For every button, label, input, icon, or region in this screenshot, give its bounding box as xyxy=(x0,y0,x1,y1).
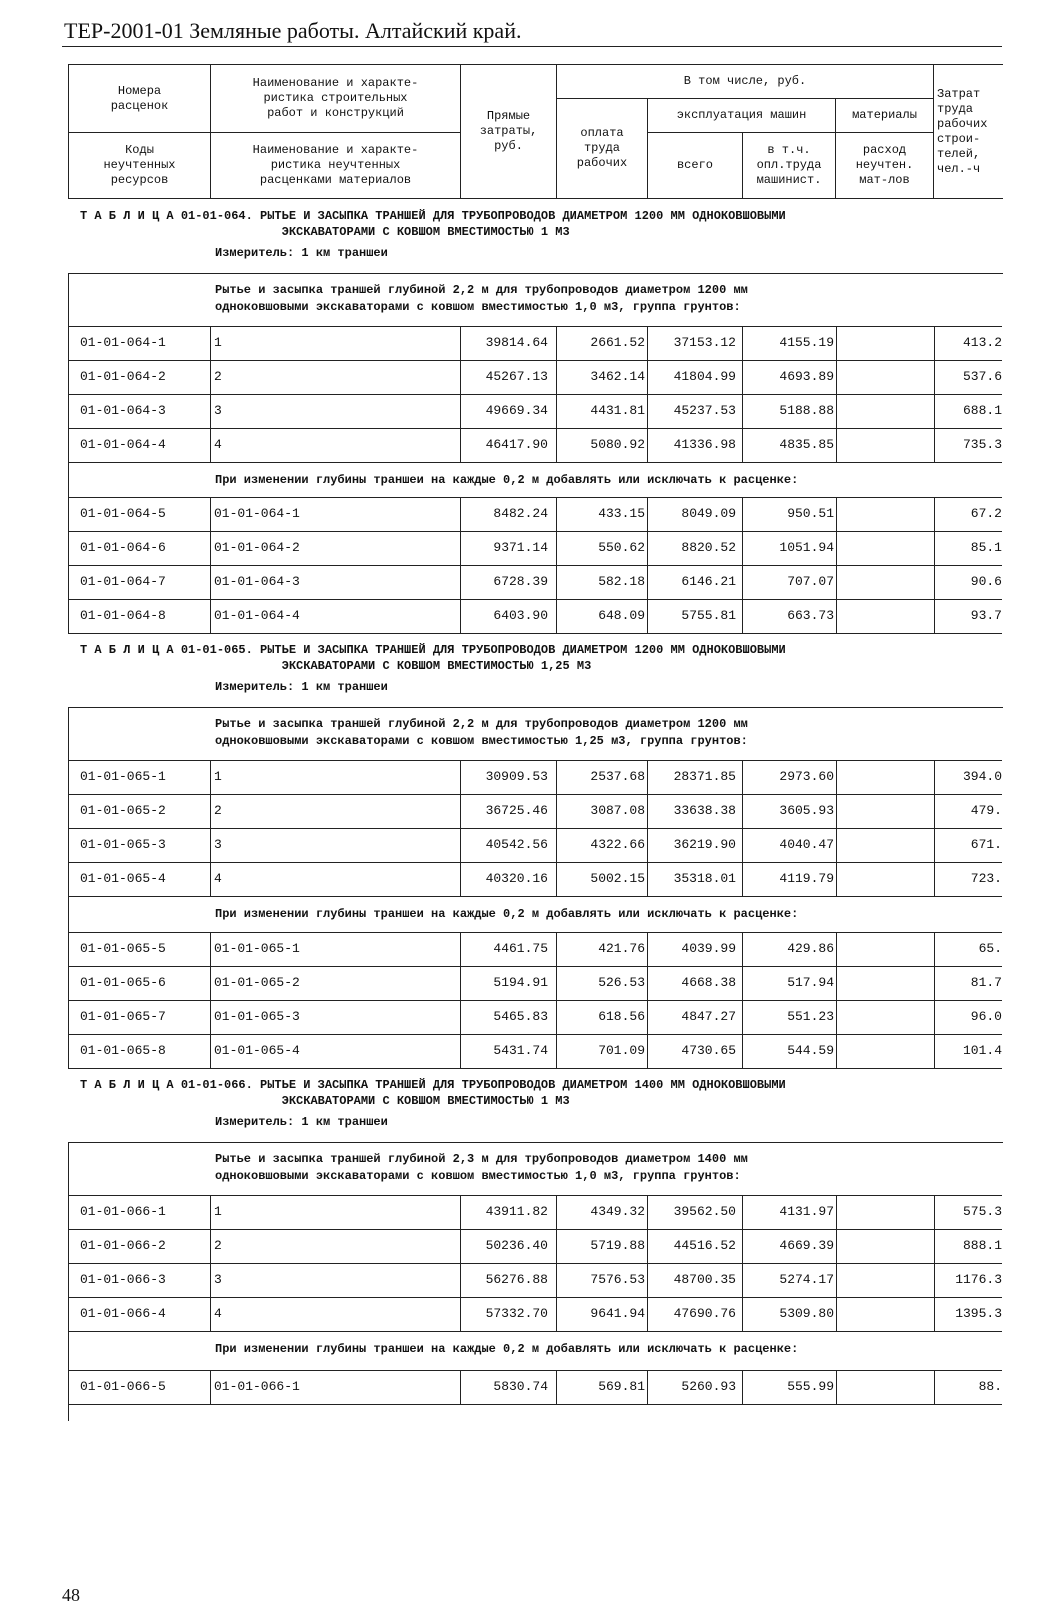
cell-labor-cost: 394.0 xyxy=(962,769,1002,784)
row-rule xyxy=(68,896,1002,897)
cell-divider xyxy=(934,1000,935,1034)
col-labor-costs: Затрат труда рабочих строи- телей, чел.-ч xyxy=(934,65,1003,199)
depth-change-note: При изменении глубины траншеи на каждые 0,2 м добавлять или исключать к расценке: xyxy=(215,473,799,487)
cell-mach-labor: 707.07 xyxy=(787,574,834,589)
cell-divider xyxy=(210,1034,211,1068)
cell-name: 2 xyxy=(214,369,222,384)
cell-code: 01-01-065-3 xyxy=(80,837,166,852)
cell-labor: 526.53 xyxy=(598,975,645,990)
cell-mach: 35318.01 xyxy=(673,871,736,886)
cell-code: 01-01-064-7 xyxy=(80,574,166,589)
cell-name: 1 xyxy=(214,1204,222,1219)
cell-direct: 5431.74 xyxy=(493,1043,548,1058)
cell-labor: 433.15 xyxy=(598,506,645,521)
table-row xyxy=(68,497,1002,531)
cell-divider xyxy=(934,565,935,599)
cell-divider xyxy=(934,1370,935,1404)
cell-divider xyxy=(556,966,557,1000)
cell-direct: 30909.53 xyxy=(485,769,548,784)
cell-direct: 5830.74 xyxy=(493,1379,548,1394)
cell-divider xyxy=(210,966,211,1000)
table-row xyxy=(68,599,1002,633)
cell-divider xyxy=(210,428,211,462)
table-row xyxy=(68,1370,1002,1404)
cell-labor: 569.81 xyxy=(598,1379,645,1394)
cell-divider xyxy=(836,360,837,394)
table-row xyxy=(68,760,1002,794)
col-labor-pay: оплата труда рабочих xyxy=(557,99,648,199)
cell-divider xyxy=(836,1297,837,1331)
cell-labor-cost: 96.0 xyxy=(970,1009,1002,1024)
cell-code: 01-01-066-2 xyxy=(80,1238,166,1253)
cell-name: 01-01-066-1 xyxy=(214,1379,300,1394)
cell-divider xyxy=(210,932,211,966)
cell-divider xyxy=(934,760,935,794)
table-row xyxy=(68,828,1002,862)
table-row xyxy=(68,1263,1002,1297)
cell-direct: 45267.13 xyxy=(485,369,548,384)
cell-name: 3 xyxy=(214,403,222,418)
cell-labor: 4431.81 xyxy=(590,403,645,418)
cell-divider xyxy=(210,862,211,896)
cell-divider xyxy=(836,828,837,862)
cell-divider xyxy=(934,932,935,966)
cell-labor: 421.76 xyxy=(598,941,645,956)
cell-labor-cost: 413.2 xyxy=(962,335,1002,350)
cell-divider xyxy=(556,565,557,599)
cell-divider xyxy=(210,1370,211,1404)
cell-divider xyxy=(836,1370,837,1404)
cell-divider xyxy=(210,326,211,360)
cell-mach: 45237.53 xyxy=(673,403,736,418)
cell-direct: 4461.75 xyxy=(493,941,548,956)
cell-labor-cost: 888.1 xyxy=(962,1238,1002,1253)
column-header-table xyxy=(68,64,1003,199)
row-rule xyxy=(68,1068,1002,1069)
cell-divider xyxy=(934,1195,935,1229)
cell-code: 01-01-065-5 xyxy=(80,941,166,956)
cell-mach-labor: 5274.17 xyxy=(779,1272,834,1287)
cell-code: 01-01-064-6 xyxy=(80,540,166,555)
cell-mach: 5260.93 xyxy=(681,1379,736,1394)
cell-mach: 41804.99 xyxy=(673,369,736,384)
cell-name: 1 xyxy=(214,335,222,350)
cell-direct: 5465.83 xyxy=(493,1009,548,1024)
cell-code: 01-01-065-2 xyxy=(80,803,166,818)
header-rule xyxy=(62,46,1002,47)
cell-divider xyxy=(210,565,211,599)
cell-labor: 618.56 xyxy=(598,1009,645,1024)
cell-direct: 56276.88 xyxy=(485,1272,548,1287)
col-machinist-pay: в т.ч. опл.труда машинист. xyxy=(743,133,836,199)
cell-labor: 4349.32 xyxy=(590,1204,645,1219)
cell-divider xyxy=(210,1195,211,1229)
table-row xyxy=(68,326,1002,360)
cell-mach: 4730.65 xyxy=(681,1043,736,1058)
cell-mach: 6146.21 xyxy=(681,574,736,589)
cell-divider xyxy=(934,497,935,531)
cell-divider xyxy=(556,428,557,462)
cell-divider xyxy=(556,1297,557,1331)
cell-code: 01-01-065-4 xyxy=(80,871,166,886)
cell-divider xyxy=(556,828,557,862)
cell-mach-labor: 663.73 xyxy=(787,608,834,623)
cell-mach-labor: 1051.94 xyxy=(779,540,834,555)
cell-divider xyxy=(934,966,935,1000)
cell-divider xyxy=(836,966,837,1000)
cell-divider xyxy=(556,1370,557,1404)
cell-direct: 46417.90 xyxy=(485,437,548,452)
cell-mach: 5755.81 xyxy=(681,608,736,623)
cell-divider xyxy=(556,862,557,896)
cell-divider xyxy=(836,497,837,531)
cell-divider xyxy=(934,326,935,360)
cell-divider xyxy=(836,599,837,633)
table-caption: Т А Б Л И Ц А 01-01-064. РЫТЬЕ И ЗАСЫПКА ТРАНШЕЙ ДЛЯ ТРУБОПРОВОДОВ ДИАМЕТРОМ 1200 ММ ОДНОКОВШОВЫМИ ЭКСКАВАТОРАМИ С КОВШОМ ВМЕСТИМОСТЬЮ 1 М3 xyxy=(80,209,786,239)
cell-divider xyxy=(836,862,837,896)
cell-labor-cost: 85.1 xyxy=(970,540,1002,555)
table-row xyxy=(68,1000,1002,1034)
cell-name: 01-01-065-4 xyxy=(214,1043,300,1058)
cell-code: 01-01-066-3 xyxy=(80,1272,166,1287)
cell-mach: 44516.52 xyxy=(673,1238,736,1253)
row-rule xyxy=(68,633,1002,634)
cell-name: 01-01-064-2 xyxy=(214,540,300,555)
cell-mach: 39562.50 xyxy=(673,1204,736,1219)
table-row xyxy=(68,394,1002,428)
cell-labor-cost: 537.6 xyxy=(962,369,1002,384)
cell-mach: 8049.09 xyxy=(681,506,736,521)
cell-direct: 50236.40 xyxy=(485,1238,548,1253)
cell-divider xyxy=(934,531,935,565)
cell-divider xyxy=(210,828,211,862)
cell-divider xyxy=(836,531,837,565)
cell-divider xyxy=(210,360,211,394)
cell-name: 01-01-065-1 xyxy=(214,941,300,956)
cell-labor: 648.09 xyxy=(598,608,645,623)
col-rate-numbers: Номера расценок xyxy=(69,65,211,133)
cell-mach-labor: 2973.60 xyxy=(779,769,834,784)
cell-labor: 3462.14 xyxy=(590,369,645,384)
cell-mach: 8820.52 xyxy=(681,540,736,555)
cell-mach-labor: 4693.89 xyxy=(779,369,834,384)
cell-mach-labor: 3605.93 xyxy=(779,803,834,818)
table-row xyxy=(68,1229,1002,1263)
cell-mach: 36219.90 xyxy=(673,837,736,852)
cell-divider xyxy=(934,828,935,862)
cell-code: 01-01-066-1 xyxy=(80,1204,166,1219)
cell-divider xyxy=(556,360,557,394)
cell-divider xyxy=(836,1034,837,1068)
table-row xyxy=(68,966,1002,1000)
cell-name: 1 xyxy=(214,769,222,784)
cell-mach: 28371.85 xyxy=(673,769,736,784)
cell-name: 4 xyxy=(214,871,222,886)
cell-name: 01-01-064-1 xyxy=(214,506,300,521)
cell-divider xyxy=(934,428,935,462)
cell-divider xyxy=(836,794,837,828)
table-row xyxy=(68,360,1002,394)
cell-mach-labor: 950.51 xyxy=(787,506,834,521)
cell-mach: 37153.12 xyxy=(673,335,736,350)
table-row xyxy=(68,794,1002,828)
cell-mach: 4847.27 xyxy=(681,1009,736,1024)
cell-divider xyxy=(556,497,557,531)
cell-divider xyxy=(836,932,837,966)
cell-mach: 4668.38 xyxy=(681,975,736,990)
row-rule xyxy=(68,1404,1002,1405)
row-rule xyxy=(68,462,1002,463)
cell-labor: 5080.92 xyxy=(590,437,645,452)
cell-name: 01-01-065-2 xyxy=(214,975,300,990)
cell-divider xyxy=(556,932,557,966)
table-row xyxy=(68,565,1002,599)
cell-divider xyxy=(556,1229,557,1263)
cell-mach-labor: 4040.47 xyxy=(779,837,834,852)
cell-divider xyxy=(934,1297,935,1331)
cell-mach-labor: 4131.97 xyxy=(779,1204,834,1219)
cell-divider xyxy=(556,1263,557,1297)
cell-mach: 48700.35 xyxy=(673,1272,736,1287)
page-number: 48 xyxy=(62,1585,80,1605)
col-work-name: Наименование и характе- ристика строительных работ и конструкций xyxy=(211,65,461,133)
cell-divider xyxy=(934,794,935,828)
cell-direct: 57332.70 xyxy=(485,1306,548,1321)
cell-labor-cost: 723. xyxy=(970,871,1002,886)
cell-labor: 9641.94 xyxy=(590,1306,645,1321)
cell-labor: 582.18 xyxy=(598,574,645,589)
cell-divider xyxy=(836,1229,837,1263)
table-row xyxy=(68,531,1002,565)
cell-divider xyxy=(836,1263,837,1297)
cell-divider xyxy=(836,428,837,462)
cell-code: 01-01-066-5 xyxy=(80,1379,166,1394)
cell-direct: 40542.56 xyxy=(485,837,548,852)
cell-code: 01-01-064-4 xyxy=(80,437,166,452)
cell-divider xyxy=(556,1000,557,1034)
table-caption: Т А Б Л И Ц А 01-01-065. РЫТЬЕ И ЗАСЫПКА ТРАНШЕЙ ДЛЯ ТРУБОПРОВОДОВ ДИАМЕТРОМ 1200 ММ ОДНОКОВШОВЫМИ ЭКСКАВАТОРАМИ С КОВШОМ ВМЕСТИМОСТЬЮ 1,25 М3 xyxy=(80,643,786,673)
cell-labor-cost: 101.4 xyxy=(962,1043,1002,1058)
cell-divider xyxy=(836,565,837,599)
table-measure: Измеритель: 1 км траншеи xyxy=(215,1115,388,1129)
cell-divider xyxy=(556,599,557,633)
cell-mach-labor: 551.23 xyxy=(787,1009,834,1024)
table-caption: Т А Б Л И Ц А 01-01-066. РЫТЬЕ И ЗАСЫПКА ТРАНШЕЙ ДЛЯ ТРУБОПРОВОДОВ ДИАМЕТРОМ 1400 ММ ОДНОКОВШОВЫМИ ЭКСКАВАТОРАМИ С КОВШОМ ВМЕСТИМОСТЬЮ 1 М3 xyxy=(80,1078,786,1108)
cell-mach-labor: 4155.19 xyxy=(779,335,834,350)
table-row xyxy=(68,1034,1002,1068)
cell-labor-cost: 88. xyxy=(978,1379,1002,1394)
cell-name: 01-01-064-3 xyxy=(214,574,300,589)
cell-labor-cost: 735.3 xyxy=(962,437,1002,452)
cell-divider xyxy=(934,1034,935,1068)
cell-labor: 5002.15 xyxy=(590,871,645,886)
cell-code: 01-01-064-2 xyxy=(80,369,166,384)
cell-divider xyxy=(210,1263,211,1297)
cell-divider xyxy=(836,326,837,360)
cell-direct: 36725.46 xyxy=(485,803,548,818)
cell-mach-labor: 5188.88 xyxy=(779,403,834,418)
cell-divider xyxy=(556,1195,557,1229)
cell-divider xyxy=(934,1229,935,1263)
cell-code: 01-01-064-3 xyxy=(80,403,166,418)
cell-divider xyxy=(934,599,935,633)
cell-labor: 701.09 xyxy=(598,1043,645,1058)
table-row xyxy=(68,862,1002,896)
cell-divider xyxy=(836,760,837,794)
cell-labor: 4322.66 xyxy=(590,837,645,852)
cell-labor-cost: 90.6 xyxy=(970,574,1002,589)
cell-mach-labor: 517.94 xyxy=(787,975,834,990)
cell-name: 2 xyxy=(214,803,222,818)
cell-divider xyxy=(210,760,211,794)
cell-mach-labor: 5309.80 xyxy=(779,1306,834,1321)
cell-direct: 39814.64 xyxy=(485,335,548,350)
cell-mach-labor: 544.59 xyxy=(787,1043,834,1058)
cell-direct: 9371.14 xyxy=(493,540,548,555)
cell-mach: 47690.76 xyxy=(673,1306,736,1321)
cell-divider xyxy=(210,1229,211,1263)
cell-divider xyxy=(556,1034,557,1068)
cell-labor: 5719.88 xyxy=(590,1238,645,1253)
cell-divider xyxy=(210,394,211,428)
cell-code: 01-01-064-5 xyxy=(80,506,166,521)
cell-labor-cost: 671. xyxy=(970,837,1002,852)
cell-direct: 6728.39 xyxy=(493,574,548,589)
cell-code: 01-01-065-1 xyxy=(80,769,166,784)
cell-direct: 8482.24 xyxy=(493,506,548,521)
cell-direct: 6403.90 xyxy=(493,608,548,623)
table-measure: Измеритель: 1 км траншеи xyxy=(215,246,388,260)
col-direct-costs: Прямые затраты, руб. xyxy=(461,65,557,199)
cell-mach-labor: 555.99 xyxy=(787,1379,834,1394)
cell-divider xyxy=(210,531,211,565)
table-description: Рытье и засыпка траншей глубиной 2,2 м для трубопроводов диаметром 1200 мм одноковшовыми экскаваторами с ковшом вместимостью 1,0 м3, группа грунтов: xyxy=(215,283,748,314)
cell-labor: 2661.52 xyxy=(590,335,645,350)
cell-code: 01-01-065-8 xyxy=(80,1043,166,1058)
table-row xyxy=(68,1297,1002,1331)
col-material-name: Наименование и характе- ристика неучтенных расценками материалов xyxy=(211,133,461,199)
cell-mach: 4039.99 xyxy=(681,941,736,956)
cell-code: 01-01-064-8 xyxy=(80,608,166,623)
cell-labor-cost: 65. xyxy=(978,941,1002,956)
table-description: Рытье и засыпка траншей глубиной 2,2 м для трубопроводов диаметром 1200 мм одноковшовыми экскаваторами с ковшом вместимостью 1,25 м3, группа грунтов: xyxy=(215,717,748,748)
cell-direct: 40320.16 xyxy=(485,871,548,886)
cell-divider xyxy=(934,394,935,428)
col-material-consumption: расход неучтен. мат-лов xyxy=(836,133,934,199)
cell-divider xyxy=(836,1195,837,1229)
cell-labor-cost: 688.1 xyxy=(962,403,1002,418)
cell-divider xyxy=(934,360,935,394)
cell-divider xyxy=(836,394,837,428)
cell-divider xyxy=(556,326,557,360)
cell-code: 01-01-065-6 xyxy=(80,975,166,990)
row-rule xyxy=(68,1331,1002,1332)
cell-direct: 5194.91 xyxy=(493,975,548,990)
cell-divider xyxy=(934,1263,935,1297)
cell-labor-cost: 93.7 xyxy=(970,608,1002,623)
cell-labor-cost: 1176.3 xyxy=(955,1272,1002,1287)
cell-divider xyxy=(556,394,557,428)
cell-code: 01-01-066-4 xyxy=(80,1306,166,1321)
cell-mach-labor: 429.86 xyxy=(787,941,834,956)
cell-mach: 33638.38 xyxy=(673,803,736,818)
table-row xyxy=(68,932,1002,966)
col-including: В том числе, руб. xyxy=(557,65,934,99)
cell-labor-cost: 575.3 xyxy=(962,1204,1002,1219)
cell-labor: 2537.68 xyxy=(590,769,645,784)
cell-divider xyxy=(210,497,211,531)
cell-name: 2 xyxy=(214,1238,222,1253)
cell-code: 01-01-065-7 xyxy=(80,1009,166,1024)
table-row xyxy=(68,1195,1002,1229)
cell-labor: 3087.08 xyxy=(590,803,645,818)
cell-labor: 550.62 xyxy=(598,540,645,555)
cell-divider xyxy=(934,862,935,896)
cell-name: 3 xyxy=(214,837,222,852)
cell-divider xyxy=(210,794,211,828)
cell-divider xyxy=(210,599,211,633)
cell-divider xyxy=(556,760,557,794)
col-resource-codes: Коды неучтенных ресурсов xyxy=(69,133,211,199)
page-header: ТЕР-2001-01 Земляные работы. Алтайский край. xyxy=(64,18,522,43)
cell-divider xyxy=(556,531,557,565)
col-materials: материалы xyxy=(836,99,934,133)
cell-labor-cost: 1395.3 xyxy=(955,1306,1002,1321)
table-row xyxy=(68,428,1002,462)
cell-divider xyxy=(556,794,557,828)
cell-mach: 41336.98 xyxy=(673,437,736,452)
col-machines: эксплуатация машин xyxy=(648,99,836,133)
cell-labor: 7576.53 xyxy=(590,1272,645,1287)
depth-change-note: При изменении глубины траншеи на каждые 0,2 м добавлять или исключать к расценке: xyxy=(215,907,799,921)
cell-divider xyxy=(210,1297,211,1331)
cell-mach-labor: 4835.85 xyxy=(779,437,834,452)
cell-labor-cost: 81.7 xyxy=(970,975,1002,990)
depth-change-note: При изменении глубины траншеи на каждые 0,2 м добавлять или исключать к расценке: xyxy=(215,1342,799,1356)
cell-labor-cost: 67.2 xyxy=(970,506,1002,521)
cell-direct: 49669.34 xyxy=(485,403,548,418)
cell-labor-cost: 479. xyxy=(970,803,1002,818)
cell-divider xyxy=(210,1000,211,1034)
cell-name: 01-01-064-4 xyxy=(214,608,300,623)
cell-name: 3 xyxy=(214,1272,222,1287)
table-description: Рытье и засыпка траншей глубиной 2,3 м для трубопроводов диаметром 1400 мм одноковшовыми экскаваторами с ковшом вместимостью 1,0 м3, группа грунтов: xyxy=(215,1152,748,1183)
cell-name: 4 xyxy=(214,437,222,452)
cell-divider xyxy=(836,1000,837,1034)
cell-direct: 43911.82 xyxy=(485,1204,548,1219)
cell-code: 01-01-064-1 xyxy=(80,335,166,350)
cell-mach-labor: 4669.39 xyxy=(779,1238,834,1253)
table-measure: Измеритель: 1 км траншеи xyxy=(215,680,388,694)
cell-name: 01-01-065-3 xyxy=(214,1009,300,1024)
col-machines-total: всего xyxy=(648,133,743,199)
cell-name: 4 xyxy=(214,1306,222,1321)
cell-mach-labor: 4119.79 xyxy=(779,871,834,886)
